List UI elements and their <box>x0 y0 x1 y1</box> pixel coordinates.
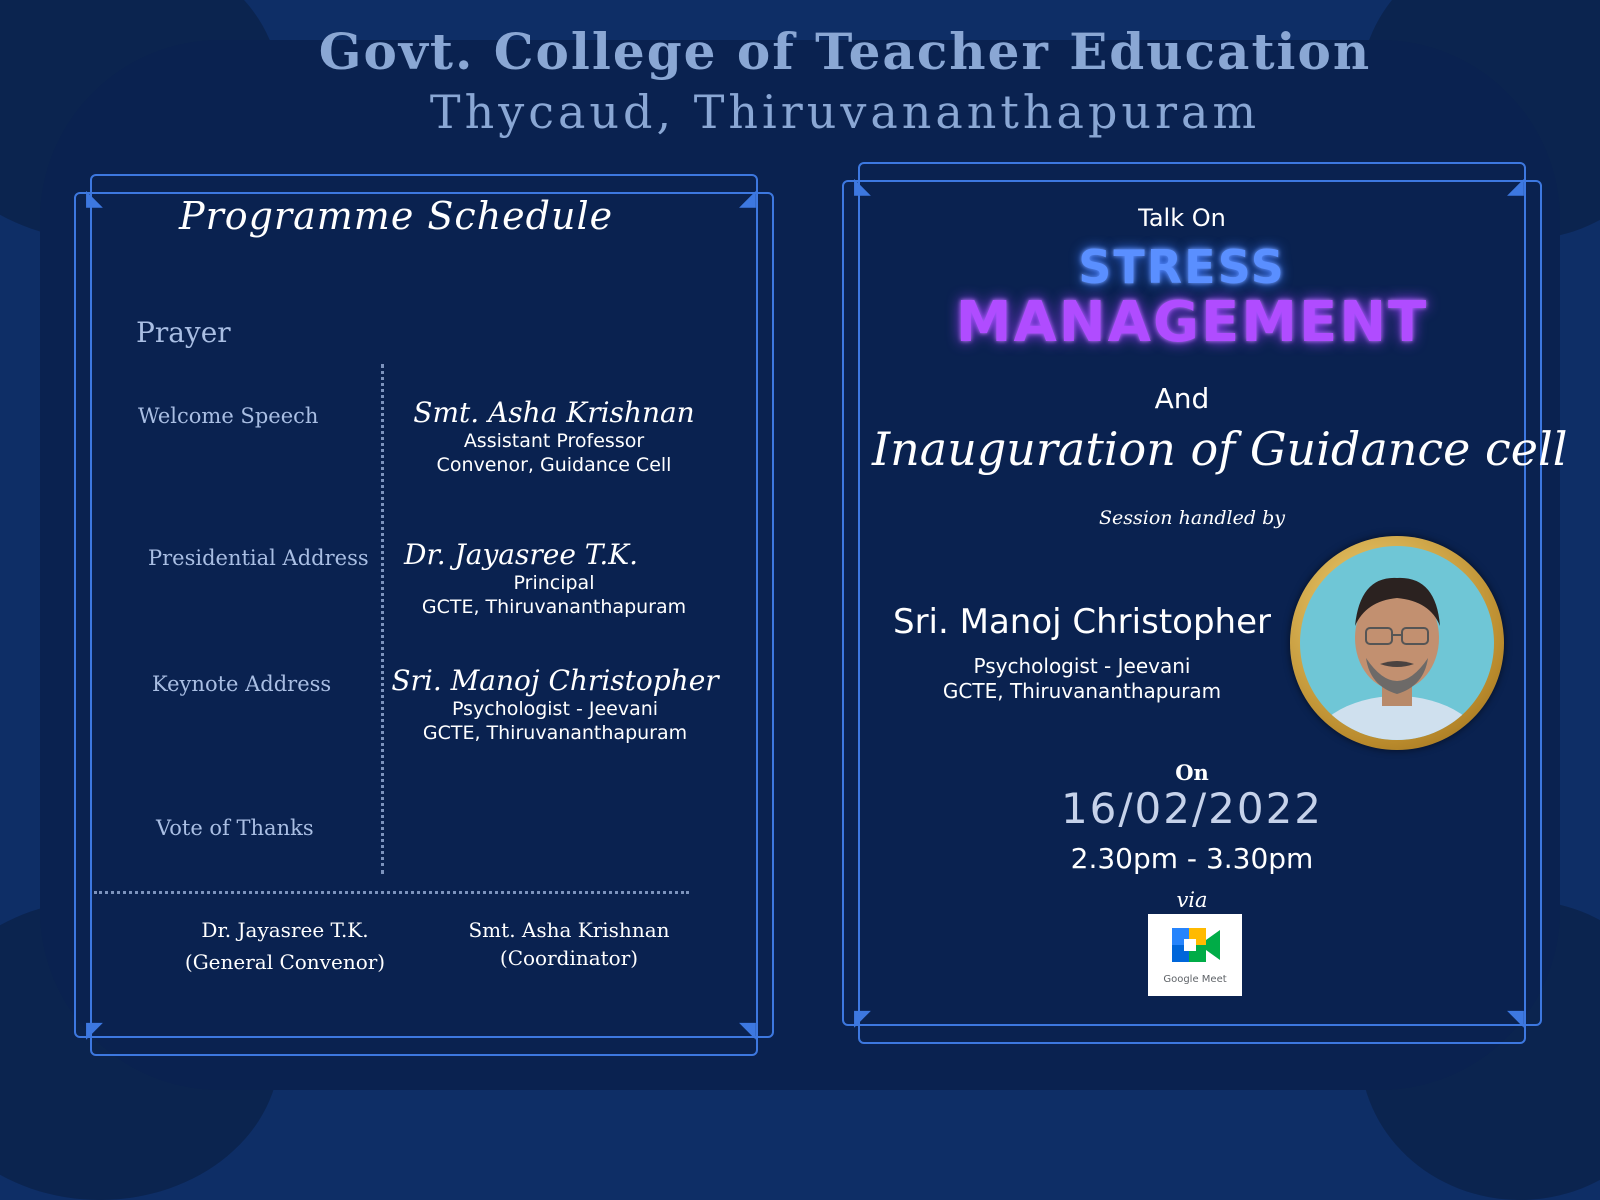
schedule-item-vote-of-thanks: Vote of Thanks <box>156 816 314 840</box>
speaker-photo <box>1290 536 1504 750</box>
speaker-role: GCTE, Thiruvananthapuram <box>422 722 688 744</box>
speaker-role: Psychologist - Jeevani <box>451 698 659 720</box>
speaker-name: Smt. Asha Krishnan <box>413 396 695 429</box>
corner-ornament: ◣ <box>86 186 103 211</box>
on-label: On <box>1175 760 1209 785</box>
corner-ornament: ◥ <box>739 1018 756 1043</box>
signatory-coordinator <box>454 916 684 972</box>
speaker-role: GCTE, Thiruvananthapuram <box>421 596 687 618</box>
corner-ornament: ◤ <box>86 1018 103 1043</box>
schedule-item-presidential: Presidential Address <box>148 546 369 570</box>
speaker-role: Convenor, Guidance Cell <box>436 454 672 476</box>
topic-management: MANAGEMENT <box>955 290 1429 355</box>
corner-ornament: ◤ <box>854 1006 871 1031</box>
signatory-name: Smt. Asha Krishnan <box>468 918 670 942</box>
talk-on-label: Talk On <box>1138 204 1226 232</box>
event-details-panel <box>842 162 1568 1042</box>
google-meet-label: Google Meet <box>1163 974 1227 985</box>
schedule-item-prayer: Prayer <box>136 316 231 349</box>
resource-person-role <box>872 654 1292 704</box>
resource-person-name: Sri. Manoj Christopher <box>893 602 1271 642</box>
speaker-role: Assistant Professor <box>463 430 645 452</box>
session-handled-by: Session handled by <box>1099 507 1285 529</box>
inauguration-title: Inauguration of Guidance cell <box>872 422 1568 476</box>
and-label: And <box>1154 382 1210 415</box>
portrait-illustration <box>1300 546 1494 740</box>
topic-stress: STRESS <box>1078 240 1286 294</box>
vertical-divider <box>381 364 384 874</box>
resource-role-line: Psychologist - Jeevani <box>973 654 1191 678</box>
speaker-welcome <box>394 396 714 477</box>
event-time: 2.30pm - 3.30pm <box>1070 842 1314 875</box>
corner-ornament: ◢ <box>1507 174 1524 199</box>
speaker-portrait <box>1300 546 1494 740</box>
schedule-item-keynote: Keynote Address <box>152 672 332 696</box>
google-meet-icon <box>1148 914 1242 974</box>
speaker-name: Sri. Manoj Christopher <box>391 664 719 697</box>
horizontal-divider <box>94 891 689 894</box>
corner-ornament: ◥ <box>1507 1006 1524 1031</box>
google-meet-logo <box>1148 914 1242 996</box>
signatory-name: Dr. Jayasree T.K. <box>201 918 369 942</box>
via-label: via <box>1176 888 1208 912</box>
header <box>0 22 1600 139</box>
speaker-keynote <box>390 664 720 745</box>
event-date: 16/02/2022 <box>1060 784 1324 833</box>
speaker-presidential <box>394 538 714 619</box>
speaker-role: Principal <box>513 572 595 594</box>
signatory-role: (Coordinator) <box>499 946 639 970</box>
corner-ornament: ◣ <box>854 174 871 199</box>
page-subtitle: Thycaud, Thiruvananthapuram <box>429 85 1261 139</box>
signatory-role: (General Convenor) <box>184 950 386 974</box>
speaker-name: Dr. Jayasree T.K. <box>404 538 639 571</box>
programme-schedule-panel <box>74 174 774 1054</box>
schedule-item-welcome: Welcome Speech <box>138 404 319 428</box>
resource-role-line: GCTE, Thiruvananthapuram <box>942 679 1222 703</box>
page-title: Govt. College of Teacher Education <box>318 22 1372 81</box>
schedule-title: Programme Schedule <box>179 194 614 238</box>
signatory-general-convenor <box>170 914 400 978</box>
corner-ornament: ◢ <box>739 186 756 211</box>
